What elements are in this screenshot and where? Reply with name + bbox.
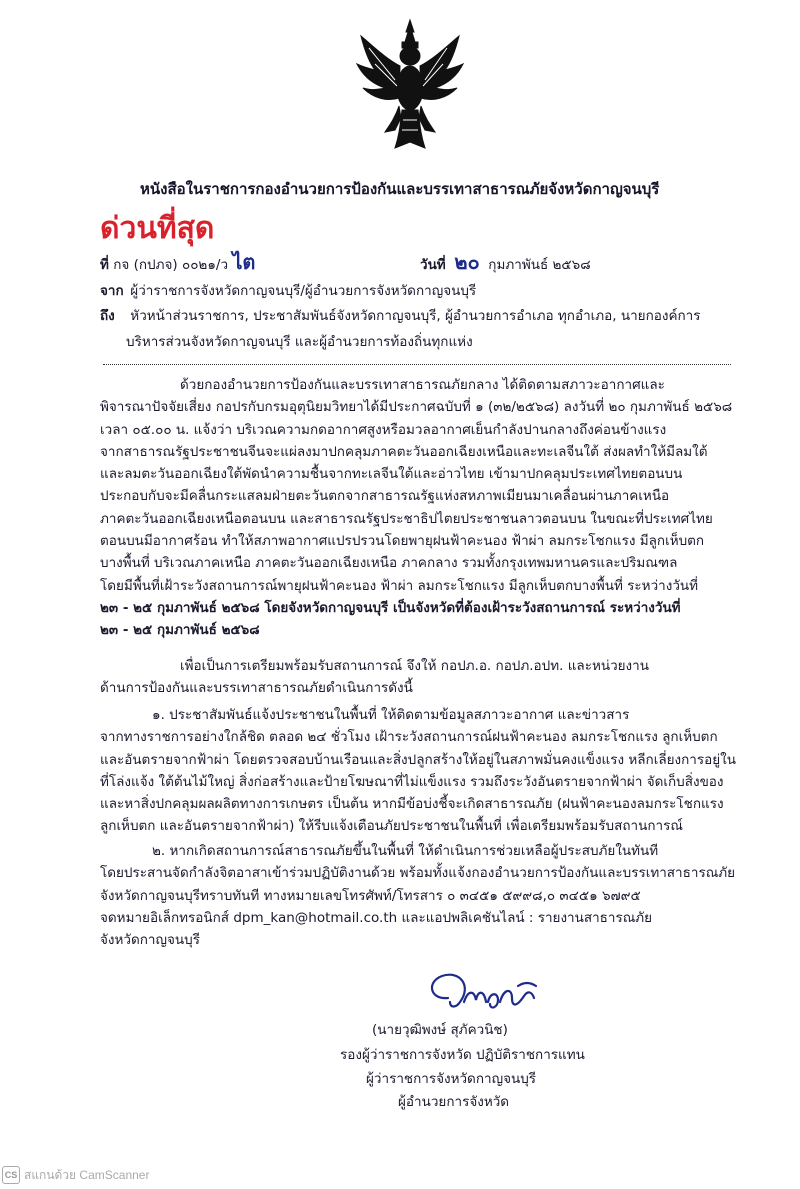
- signatory-position-1: รองผู้ว่าราชการจังหวัด ปฏิบัติราชการแทน: [340, 1047, 585, 1063]
- paragraph-line: ประกอบกับจะมีคลื่นกระแสลมฝ่ายตะวันตกจากสาธารณรัฐแห่งสหภาพเมียนมาเคลื่อนผ่านภาคเหนือ: [100, 488, 670, 505]
- date-line: [420, 246, 591, 278]
- handwritten-signature-icon: [420, 968, 540, 1020]
- handwritten-reference-number: ไต: [232, 250, 256, 274]
- paragraph-line: และอันตรายจากฟ้าผ่า โดยตรวจสอบบ้านเรือนและสิ่งปลูกสร้างให้อยู่ในสภาพมั่นคงแข็งแรง หลีกเลี่ยงการอยู่ใน: [100, 751, 736, 768]
- date-label: วันที่: [420, 257, 446, 273]
- from-row: [100, 279, 476, 301]
- paragraph-line: จดหมายอิเล็กทรอนิกส์ dpm_kan@hotmail.co.th และแอปพลิเคชันไลน์ : รายงานสาธารณภัย: [100, 909, 653, 926]
- signatory-position-2: ผู้ว่าราชการจังหวัดกาญจนบุรี: [366, 1071, 537, 1087]
- paragraph-line: ตอนบนมีอากาศร้อน ทำให้สภาพอากาศแปรปรวนโดยพายุฝนฟ้าคะนอง ฟ้าผ่า ลมกระโชกแรง มีลูกเห็บตก: [100, 533, 705, 550]
- paragraph-line: และลมตะวันออกเฉียงใต้พัดนำความชื้นจากทะเลจีนใต้และอ่าวไทย เข้ามาปกคลุมประเทศไทยตอนบน: [100, 466, 683, 483]
- to-row: [100, 304, 701, 326]
- paragraph-line: และหาสิ่งปกคลุมผลผลิตทางการเกษตร เป็นต้น หากมีข้อบ่งชี้จะเกิดสาธารณภัย (ฝนฟ้าคะนองลมกระโชกแรง: [100, 796, 724, 813]
- to-label: ถึง: [100, 308, 115, 324]
- paragraph-line: ที่โล่งแจ้ง ใต้ต้นไม้ใหญ่ สิ่งก่อสร้างและป้ายโฆษณาที่ไม่แข็งแรง รวมถึงระวังอันตรายจากฟ้าผ่า จัดเก็บสิ่งของ: [100, 773, 724, 790]
- paragraph-line: ๒. หากเกิดสถานการณ์สาธารณภัยขึ้นในพื้นที่ ให้ดำเนินการช่วยเหลือผู้ประสบภัยในทันที: [152, 843, 659, 859]
- paragraph-line: ด้านการป้องกันและบรรเทาสาธารณภัยดำเนินการดังนี้: [100, 680, 413, 697]
- paragraph-line: จากสาธารณรัฐประชาชนจีนจะแผ่ลงมาปกคลุมภาคตะวันออกเฉียงเหนือและทะเลจีนใต้ ส่งผลทำให้มีลมใต้: [100, 443, 708, 460]
- paragraph-line: ลูกเห็บตก และอันตรายจากฟ้าผ่า) ให้รีบแจ้งเตือนภัยประชาชนในพื้นที่ เพื่อเตรียมพร้อมรับสถานการณ์: [100, 818, 683, 835]
- paragraph-line: โดยประสานจัดกำลังจิตอาสาเข้าร่วมปฏิบัติงานด้วย พร้อมทั้งแจ้งกองอำนวยการป้องกันและบรรเทาสาธารณภัย: [100, 865, 736, 882]
- handwritten-day: ๒๐: [454, 250, 480, 274]
- from-text: ผู้ว่าราชการจังหวัดกาญจนบุรี/ผู้อำนวยการจังหวัดกาญจนบุรี: [130, 283, 477, 299]
- signatory-name: (นายวุฒิพงษ์ สุภัควนิช): [372, 1022, 508, 1038]
- paragraph-line: บางพื้นที่ บริเวณภาคเหนือ ภาคตะวันออกเฉียงเหนือ ภาคกลาง รวมทั้งกรุงเทพมหานครและปริมณฑล: [100, 555, 678, 572]
- to-line-1: หัวหน้าส่วนราชการ, ประชาสัมพันธ์จังหวัดกาญจนบุรี, ผู้อำนวยการอำเภอ ทุกอำเภอ, นายกองค์การ: [130, 308, 701, 324]
- paragraph-line: ภาคตะวันออกเฉียงเหนือตอนบน และสาธารณรัฐประชาธิปไตยประชาชนลาวตอนบน ในขณะที่ประเทศไทย: [100, 510, 713, 527]
- reference-prefix: ที่: [100, 257, 109, 273]
- reference-number: กจ (กปภจ) ๐๐๒๑/ว: [113, 257, 229, 273]
- paragraph-line: จังหวัดกาญจนบุรีทราบทันที ทางหมายเลขโทรศัพท์/โทรสาร ๐ ๓๔๕๑ ๕๙๙๘,๐ ๓๔๕๑ ๖๗๙๕: [100, 887, 641, 904]
- paragraph-line: จังหวัดกาญจนบุรี: [100, 932, 200, 949]
- paragraph-preparation: [100, 655, 740, 700]
- date-month-year: กุมภาพันธ์ ๒๕๖๘: [488, 257, 591, 273]
- paragraph-line: โดยมีพื้นที่เฝ้าระวังสถานการณ์พายุฝนฟ้าคะนอง ฟ้าผ่า ลมกระโชกแรง มีลูกเห็บตกบางพื้นที่ ระหว่างวันที่: [100, 577, 699, 594]
- paragraph-situation: [100, 374, 740, 642]
- garuda-emblem-icon: [355, 18, 465, 153]
- paragraph-line: จากทางราชการอย่างใกล้ชิด ตลอด ๒๔ ชั่วโมง เฝ้าระวังสถานการณ์ฝนฟ้าคะนอง ลมกระโชกแรง ลูกเห็บตก: [100, 729, 718, 746]
- paragraph-line-emphasis: ๒๓ - ๒๕ กุมภาพันธ์ ๒๕๖๘: [100, 622, 260, 639]
- camscanner-logo-icon: CS: [2, 1166, 20, 1184]
- from-label: จาก: [100, 283, 124, 299]
- signatory-position-3: ผู้อำนวยการจังหวัด: [398, 1094, 510, 1110]
- paragraph-line: ๑. ประชาสัมพันธ์แจ้งประชาชนในพื้นที่ ให้ติดตามข้อมูลสภาวะอากาศ และข่าวสาร: [152, 707, 630, 723]
- to-line-2: บริหารส่วนจังหวัดกาญจนบุรี และผู้อำนวยการท้องถิ่นทุกแห่ง: [126, 334, 473, 350]
- paragraph-line: เวลา ๐๕.๐๐ น. แจ้งว่า บริเวณความกดอากาศสูงหรือมวลอากาศเย็นกำลังปานกลางถึงค่อนข้างแรง: [100, 421, 667, 438]
- instruction-item-2: [100, 840, 740, 951]
- reference-line: [100, 246, 255, 278]
- separator-dotted-line: [103, 364, 731, 365]
- instruction-item-1: [100, 704, 740, 838]
- paragraph-line: เพื่อเป็นการเตรียมพร้อมรับสถานการณ์ จึงให้ กอปภ.อ. กอปภ.อปท. และหน่วยงาน: [180, 658, 649, 674]
- paragraph-line: พิจารณาปัจจัยเสี่ยง กอปรกับกรมอุตุนิยมวิทยาได้มีประกาศฉบับที่ ๑ (๓๒/๒๕๖๘) ลงวันที่ ๒๐ กุมภาพันธ์ ๒๕๖๘: [100, 399, 733, 416]
- scanner-watermark-text: สแกนด้วย CamScanner: [24, 1168, 150, 1182]
- paragraph-line: ด้วยกองอำนวยการป้องกันและบรรเทาสาธารณภัยกลาง ได้ติดตามสภาวะอากาศและ: [180, 377, 665, 393]
- urgency-label: ด่วนที่สุด: [100, 211, 215, 246]
- paragraph-line-emphasis: ๒๓ - ๒๕ กุมภาพันธ์ ๒๕๖๘ โดยจังหวัดกาญจนบุรี เป็นจังหวัดที่ต้องเฝ้าระวังสถานการณ์ ระหว่างวันที่: [100, 599, 681, 616]
- document-header-title: หนังสือในราชการกองอำนวยการป้องกันและบรรเทาสาธารณภัยจังหวัดกาญจนบุรี: [140, 180, 660, 198]
